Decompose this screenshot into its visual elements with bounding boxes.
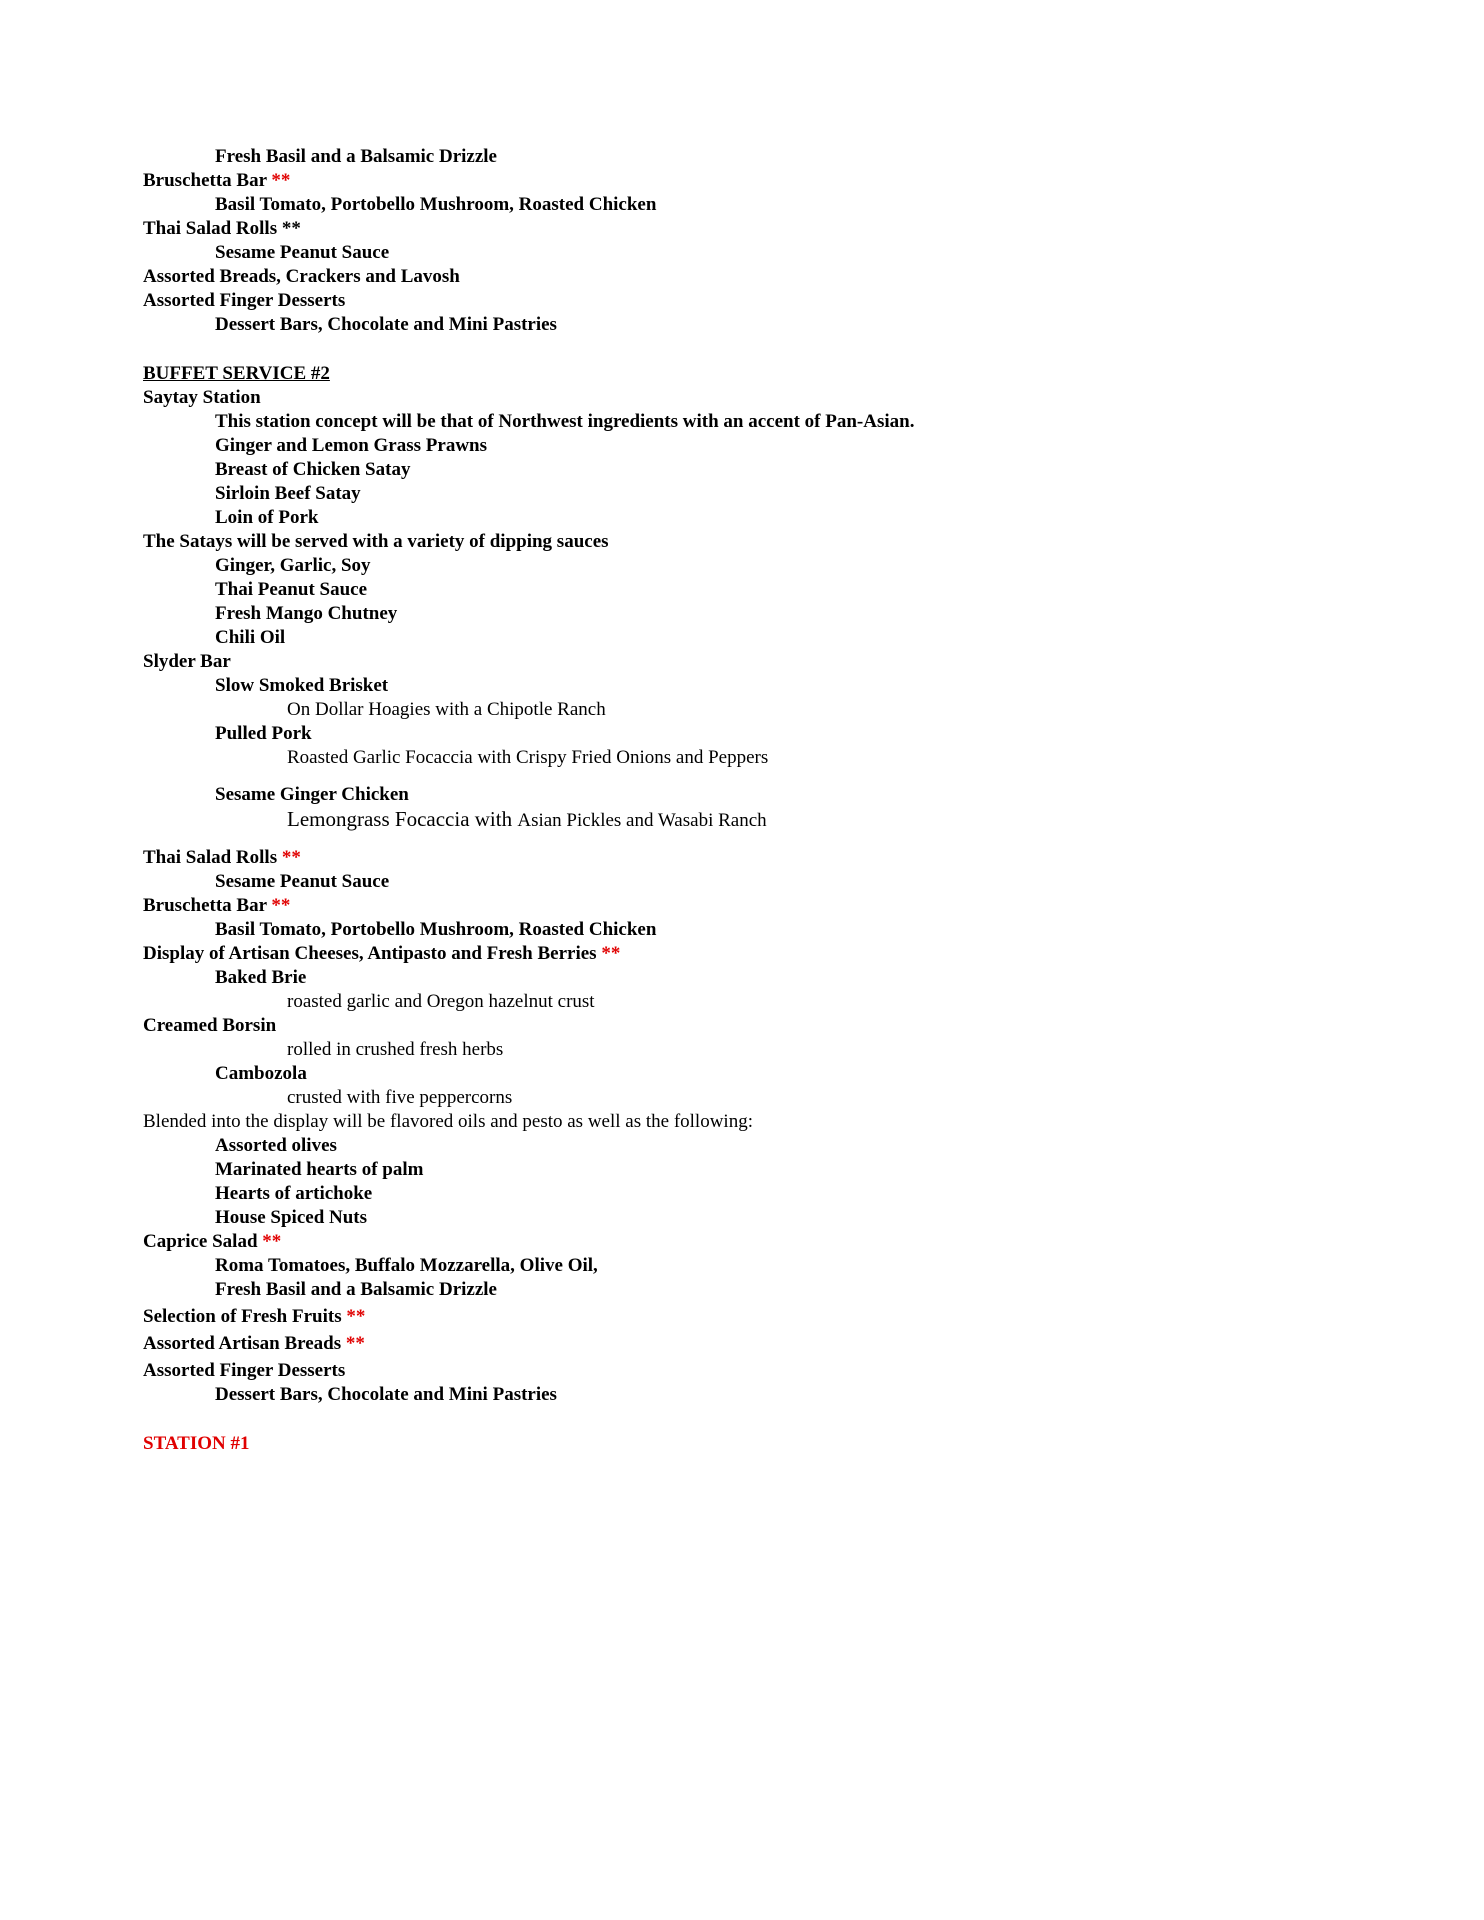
menu-line (143, 386, 1374, 410)
menu-line (143, 1134, 1374, 1158)
menu-text: Creamed Borsin (143, 1015, 277, 1036)
menu-line (143, 1278, 1374, 1302)
menu-text: Roasted Garlic Focaccia with Crispy Fried Onions and Peppers (287, 747, 769, 768)
menu-line (143, 1305, 1374, 1329)
menu-lines (143, 145, 1374, 1456)
menu-line (143, 289, 1374, 313)
menu-line (143, 506, 1374, 530)
menu-line (143, 193, 1374, 217)
menu-line (143, 434, 1374, 458)
menu-line (143, 966, 1374, 990)
menu-text: Sesame Peanut Sauce (215, 242, 390, 263)
menu-text: Breast of Chicken Satay (215, 459, 411, 480)
menu-line (143, 578, 1374, 602)
menu-text: Assorted Finger Desserts (143, 290, 346, 311)
menu-line (143, 1254, 1374, 1278)
menu-line (143, 1158, 1374, 1182)
menu-line (143, 265, 1374, 289)
menu-text: Fresh Basil and a Balsamic Drizzle (215, 146, 497, 167)
menu-line (143, 602, 1374, 626)
menu-text: Saytay Station (143, 387, 261, 408)
stars-marker: ** (281, 218, 301, 239)
menu-line (143, 746, 1374, 770)
menu-text: Bruschetta Bar (143, 170, 272, 191)
menu-text: Dessert Bars, Chocolate and Mini Pastries (215, 1384, 557, 1405)
menu-line (143, 1383, 1374, 1407)
menu-text: Thai Peanut Sauce (215, 579, 368, 600)
menu-text: Fresh Mango Chutney (215, 603, 398, 624)
menu-text: Marinated hearts of palm (215, 1159, 424, 1180)
menu-line (143, 626, 1374, 650)
menu-text: Thai Salad Rolls (143, 218, 282, 239)
menu-line (143, 1432, 1374, 1456)
menu-text: Display of Artisan Cheeses, Antipasto and Fresh Berries (143, 943, 602, 964)
menu-text: Ginger, Garlic, Soy (215, 555, 371, 576)
stars-marker: ** (271, 170, 291, 191)
menu-line (143, 1359, 1374, 1383)
menu-text: Caprice Salad (143, 1231, 263, 1252)
menu-text: Blended into the display will be flavored oils and pesto as well as the following: (143, 1111, 753, 1132)
menu-text: roasted garlic and Oregon hazelnut crust (287, 991, 595, 1012)
menu-text: Dessert Bars, Chocolate and Mini Pastries (215, 314, 557, 335)
menu-text: Assorted Finger Desserts (143, 1360, 346, 1381)
menu-text: Basil Tomato, Portobello Mushroom, Roasted Chicken (215, 194, 657, 215)
menu-text: rolled in crushed fresh herbs (287, 1039, 504, 1060)
menu-line (143, 554, 1374, 578)
menu-line (143, 482, 1374, 506)
menu-text: Hearts of artichoke (215, 1183, 373, 1204)
menu-text: On Dollar Hoagies with a Chipotle Ranch (287, 699, 606, 720)
menu-line (143, 1038, 1374, 1062)
menu-line (143, 313, 1374, 337)
menu-line (143, 722, 1374, 746)
menu-text: Fresh Basil and a Balsamic Drizzle (215, 1279, 497, 1300)
menu-line (143, 846, 1374, 870)
menu-text: Slyder Bar (143, 651, 231, 672)
menu-line (143, 942, 1374, 966)
menu-line (143, 410, 1374, 434)
menu-line (143, 1332, 1374, 1356)
stars-marker: ** (345, 1333, 365, 1354)
menu-line (143, 894, 1374, 918)
menu-text: STATION #1 (143, 1433, 250, 1454)
menu-text: Chili Oil (215, 627, 286, 648)
menu-text: Sirloin Beef Satay (215, 483, 361, 504)
menu-text: Selection of Fresh Fruits (143, 1306, 347, 1327)
menu-text: BUFFET SERVICE #2 (143, 363, 330, 384)
stars-marker: ** (262, 1231, 282, 1252)
menu-line (143, 241, 1374, 265)
menu-text: Cambozola (215, 1063, 307, 1084)
menu-text: Sesame Peanut Sauce (215, 871, 390, 892)
menu-line (143, 217, 1374, 241)
menu-line (143, 530, 1374, 554)
menu-text: Sesame Ginger Chicken (215, 784, 409, 805)
menu-line (143, 1206, 1374, 1230)
menu-text: Loin of Pork (215, 507, 319, 528)
menu-line (143, 169, 1374, 193)
stars-marker: ** (271, 895, 291, 916)
menu-text: The Satays will be served with a variety of dipping sauces (143, 531, 609, 552)
menu-text: House Spiced Nuts (215, 1207, 368, 1228)
menu-line (143, 1110, 1374, 1134)
stars-marker: ** (281, 847, 301, 868)
menu-text: Thai Salad Rolls (143, 847, 282, 868)
menu-line (143, 1086, 1374, 1110)
menu-line (143, 870, 1374, 894)
menu-line (143, 650, 1374, 674)
menu-line (143, 362, 1374, 386)
menu-text: Pulled Pork (215, 723, 312, 744)
menu-text: Assorted olives (215, 1135, 337, 1156)
menu-text: Slow Smoked Brisket (215, 675, 389, 696)
menu-text: Lemongrass Focaccia with (287, 807, 518, 831)
menu-text: Baked Brie (215, 967, 307, 988)
menu-text: crusted with five peppercorns (287, 1087, 513, 1108)
menu-line (143, 698, 1374, 722)
menu-line (143, 458, 1374, 482)
menu-line (143, 807, 1374, 833)
menu-line (143, 918, 1374, 942)
menu-line (143, 1230, 1374, 1254)
menu-line (143, 1062, 1374, 1086)
menu-text: Roma Tomatoes, Buffalo Mozzarella, Olive Oil, (215, 1255, 598, 1276)
menu-line (143, 145, 1374, 169)
menu-text: This station concept will be that of Northwest ingredients with an accent of Pan-Asian. (215, 411, 915, 432)
menu-text: Ginger and Lemon Grass Prawns (215, 435, 488, 456)
menu-text: Bruschetta Bar (143, 895, 272, 916)
menu-line (143, 1014, 1374, 1038)
menu-text: Assorted Breads, Crackers and Lavosh (143, 266, 460, 287)
menu-text: Basil Tomato, Portobello Mushroom, Roasted Chicken (215, 919, 657, 940)
menu-line (143, 1182, 1374, 1206)
stars-marker: ** (601, 943, 621, 964)
blank-line (143, 337, 1374, 362)
menu-line (143, 674, 1374, 698)
blank-line (143, 1407, 1374, 1432)
menu-line (143, 990, 1374, 1014)
stars-marker: ** (346, 1306, 366, 1327)
menu-text: Asian Pickles and Wasabi Ranch (517, 810, 767, 831)
menu-text: Assorted Artisan Breads (143, 1333, 346, 1354)
menu-line (143, 783, 1374, 807)
